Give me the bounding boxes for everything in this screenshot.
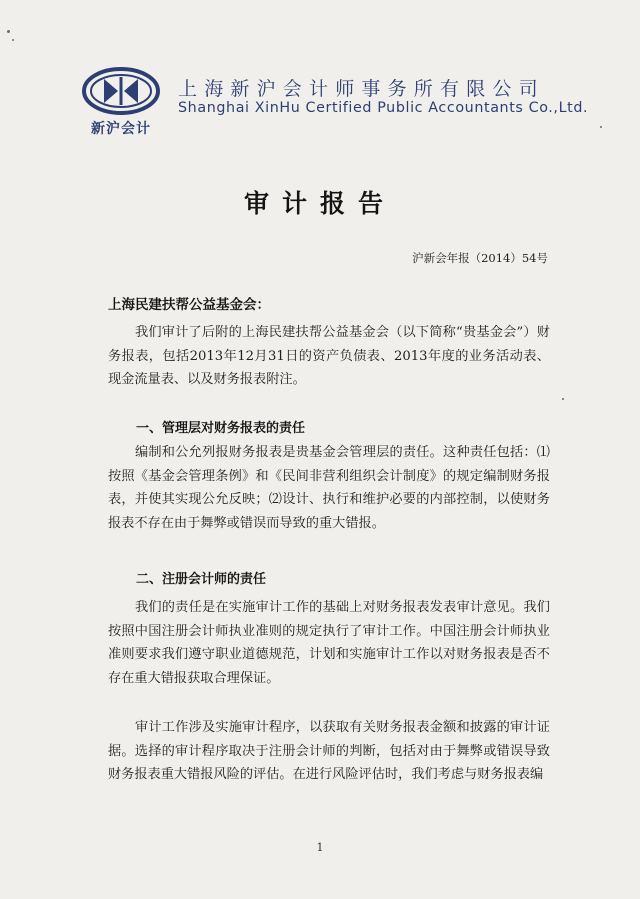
report-title: 审计报告	[243, 189, 396, 218]
xinhu-logo-icon	[80, 66, 162, 116]
heading-management-responsibility: 一、管理层对财务报表的责任	[136, 421, 306, 436]
page-number: 1	[316, 841, 324, 854]
firm-name-english: Shanghai XinHu Certified Public Accountants Co.,Ltd.	[178, 100, 589, 116]
addressee: 上海民建扶帮公益基金会：	[108, 297, 270, 313]
firm-name-chinese: 上海新沪会计师事务所有限公司	[178, 78, 545, 100]
paragraph-audit-scope: 我们审计了后附的上海民建扶帮公益基金会（以下简称“贵基金会”）财务报表，包括2013年12月31日的资产负债表、2013年度的业务活动表、现金流量表、以及财务报表附注。	[108, 325, 550, 387]
scan-speck	[562, 398, 564, 400]
paragraph-audit-procedures: 审计工作涉及实施审计程序，以获取有关财务报表金额和披露的审计证据。选择的审计程序取决于注册会计师的判断，包括对由于舞弊或错误导致财务报表重大错报风险的评估。在进行风险评估时，我们考虑与财务报表编	[108, 720, 550, 782]
scan-speck	[600, 126, 602, 128]
logo-caption: 新沪会计	[91, 121, 151, 137]
firm-logo	[80, 66, 162, 138]
heading-auditor-responsibility: 二、注册会计师的责任	[136, 572, 267, 587]
scan-speck	[7, 30, 10, 33]
paragraph-auditor-responsibility: 我们的责任是在实施审计工作的基础上对财务报表发表审计意见。我们按照中国注册会计师执业准则的规定执行了审计工作。中国注册会计师执业准则要求我们遵守职业道德规范，计划和实施审计工作以对财务报表是否不存在重大错报获取合理保证。	[108, 600, 550, 686]
reference-number: 沪新会年报（2014）54号	[412, 251, 548, 265]
scan-speck	[12, 39, 14, 41]
paragraph-management-responsibility: 编制和公允列报财务报表是贵基金会管理层的责任。这种责任包括：⑴按照《基金会管理条例》和《民间非营利组织会计制度》的规定编制财务报表，并使其实现公允反映；⑵设计、执行和维护必要的内部控制，以使财务报表不存在由于舞弊或错误而导致的重大错报。	[108, 445, 550, 531]
